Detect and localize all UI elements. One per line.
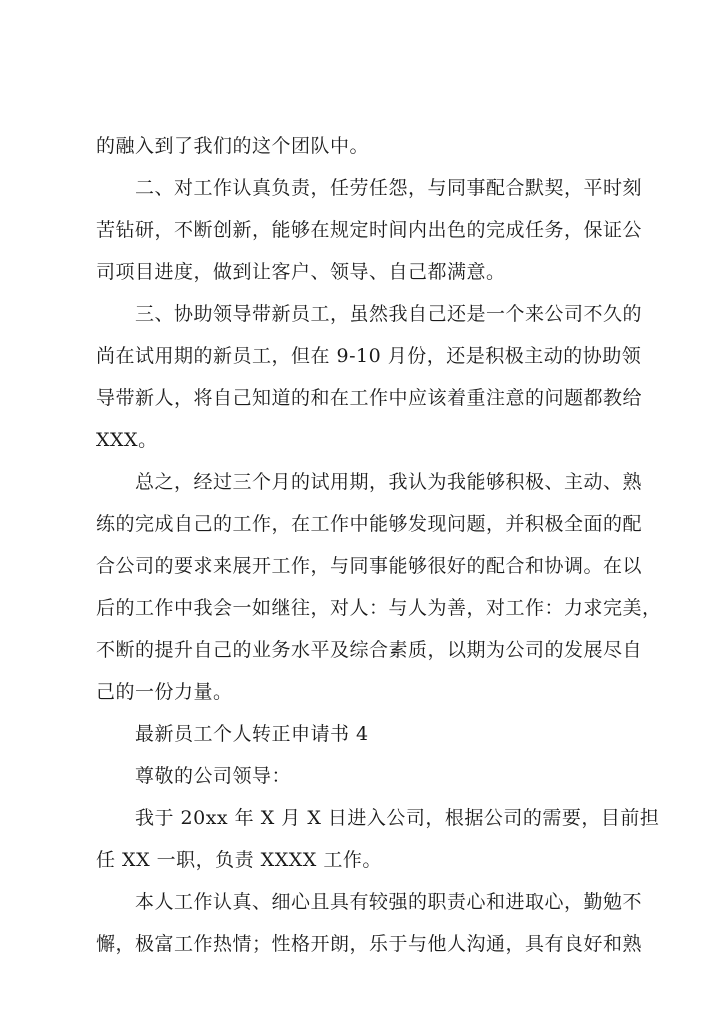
paragraph-line: 任 XX 一职，负责 XXXX 工作。 xyxy=(96,849,382,871)
paragraph-line: 尚在试用期的新员工，但在 9-10 月份，还是积极主动的协助领 xyxy=(96,345,642,367)
salutation: 尊敬的公司领导： xyxy=(135,765,292,787)
paragraph-line: 我于 20xx 年 X 月 X 日进入公司，根据公司的需要，目前担 xyxy=(135,807,660,829)
paragraph-line: 苦钻研，不断创新，能够在规定时间内出色的完成任务，保证公 xyxy=(96,219,643,241)
paragraph-line: 不断的提升自己的业务水平及综合素质，以期为公司的发展尽自 xyxy=(96,639,643,661)
paragraph-line: 己的一份力量。 xyxy=(96,681,233,703)
paragraph-line: 后的工作中我会一如继往，对人：与人为善，对工作：力求完美， xyxy=(96,597,662,619)
paragraph-line: 二、对工作认真负责，任劳任怨，与同事配合默契，平时刻 xyxy=(135,177,643,199)
paragraph-line: 三、协助领导带新员工，虽然我自己还是一个来公司不久的 xyxy=(135,303,643,325)
paragraph-line: 合公司的要求来展开工作，与同事能够很好的配合和协调。在以 xyxy=(96,555,643,577)
paragraph-line: 的融入到了我们的这个团队中。 xyxy=(96,135,370,157)
paragraph-line: 懈，极富工作热情；性格开朗，乐于与他人沟通，具有良好和熟 xyxy=(96,933,643,955)
paragraph-line: 司项目进度，做到让客户、领导、自己都满意。 xyxy=(96,261,506,283)
paragraph-line: 本人工作认真、细心且具有较强的职责心和进取心，勤勉不 xyxy=(135,891,643,913)
paragraph-line: 练的完成自己的工作，在工作中能够发现问题，并积极全面的配 xyxy=(96,513,643,535)
paragraph-line: 导带新人，将自己知道的和在工作中应该着重注意的问题都教给 xyxy=(96,387,643,409)
paragraph-line: XXX。 xyxy=(96,429,158,451)
paragraph-line: 总之，经过三个月的试用期，我认为我能够积极、主动、熟 xyxy=(135,471,643,493)
section-heading: 最新员工个人转正申请书 4 xyxy=(135,723,369,745)
